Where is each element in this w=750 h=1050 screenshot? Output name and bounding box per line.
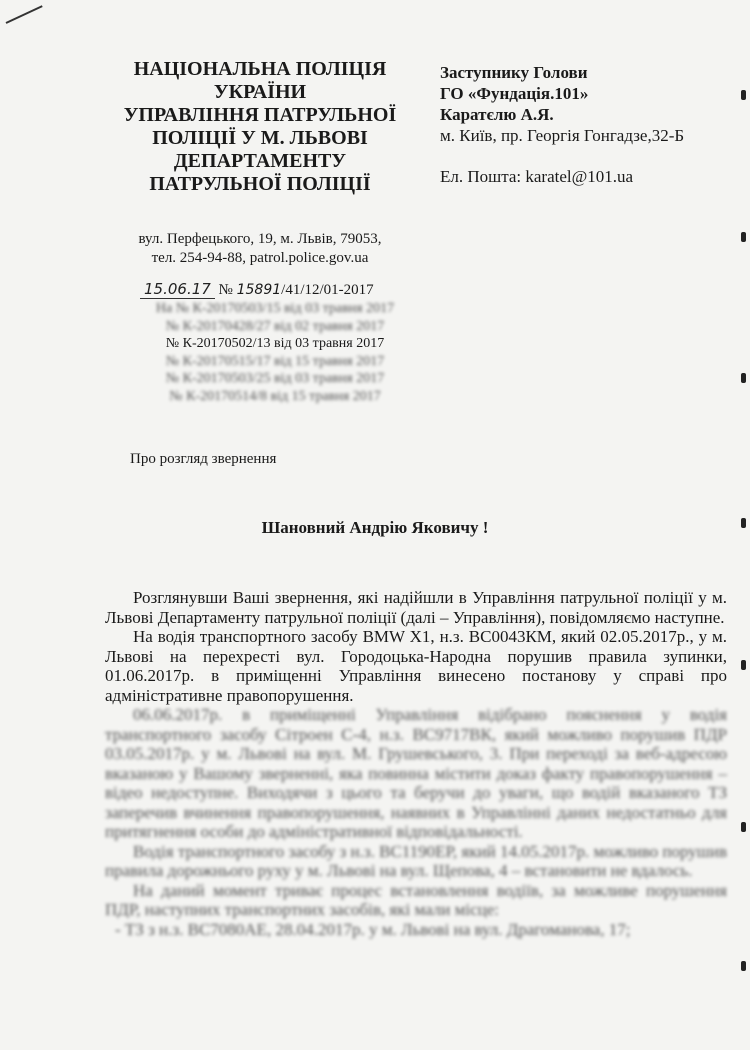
registration-date: 15.06.17: [140, 280, 215, 299]
pen-stroke: [6, 5, 43, 24]
recipient-title: Заступнику Голови: [440, 63, 588, 82]
scan-edge-mark: [741, 373, 746, 383]
contact-line: тел. 254-94-88, patrol.police.gov.ua: [151, 250, 369, 266]
scan-edge-mark: [741, 822, 746, 832]
reference-item: № К-20170428/27 від 02 травня 2017: [165, 318, 385, 334]
scan-edge-mark: [741, 660, 746, 670]
organization-address: [110, 230, 410, 268]
org-line: ПОЛІЦІЇ У М. ЛЬВОВІ: [152, 127, 368, 149]
recipient-address: м. Київ, пр. Георгія Гонгадзе,32-Б: [440, 126, 685, 145]
recipient-block: [440, 62, 740, 187]
organization-header: [110, 58, 410, 196]
scan-edge-mark: [741, 232, 746, 242]
scan-edge-mark: [741, 961, 746, 971]
scan-edge-mark: [741, 518, 746, 528]
body-paragraph-redacted: 06.06.2017р. в приміщенні Управління відібрано пояснення у водія транспортного засобу Сітроен С-4, н.з. ВС9717ВК, який можливо порушив ПДР 03.05.2017р. у м. Львові на вул. М. Грушевського, 3. При переході за веб-адресою вказаною у Вашому зверненні, яка повинна містити доказ факту правопорушення – відео недоступне. Виходячи з цього та беручи до уваги, що водій вказаного ТЗ заперечив вчинення правопорушення, наявних в Управлінні даних недостатньо для притягнення особи до адміністративної відповідальності.: [105, 705, 727, 841]
org-line: УКРАЇНИ: [213, 81, 307, 103]
registration-number: 15891: [236, 282, 282, 298]
recipient-email: Ел. Пошта: karatel@101.ua: [440, 167, 634, 186]
reference-item: № К-20170514/8 від 15 травня 2017: [169, 388, 381, 404]
org-line: УПРАВЛІННЯ ПАТРУЛЬНОЇ: [123, 104, 397, 126]
org-line: ДЕПАРТАМЕНТУ: [173, 150, 347, 172]
registration-number-suffix: /41/12/01-2017: [281, 282, 374, 298]
scan-edge-mark: [741, 90, 746, 100]
address-line: вул. Перфецького, 19, м. Львів, 79053,: [138, 231, 382, 247]
org-line: НАЦІОНАЛЬНА ПОЛІЦІЯ: [133, 58, 387, 80]
recipient-org: ГО «Фундація.101»: [440, 84, 589, 103]
reference-item: На № К-20170503/15 від 03 травня 2017: [155, 301, 395, 316]
reference-item: № К-20170502/13 від 03 травня 2017: [165, 336, 385, 351]
salutation: Шановний Андрію Яковичу !: [261, 518, 489, 537]
recipient-name: Каратєлю А.Я.: [440, 105, 554, 124]
body-paragraph: На водія транспортного засобу BMW X1, н.з. ВС0043КМ, який 02.05.2017р., у м. Львові на перехресті вул. Городоцька-Народна порушив правила зупинки, 01.06.2017р. в приміщенні Управління винесено постанову у справі про адміністративне правопорушення.: [105, 627, 727, 705]
reference-item: № К-20170503/25 від 03 травня 2017: [165, 371, 385, 386]
reference-item: № К-20170515/17 від 15 травня 2017: [165, 353, 385, 369]
body-paragraph: Розглянувши Ваші звернення, які надійшли в Управління патрульної поліції у м. Львові Департаменту патрульної поліції (далі – Управління), повідомляємо наступне.: [105, 588, 727, 627]
letter-body: [105, 588, 727, 939]
registration-line: [140, 280, 430, 299]
body-paragraph-redacted: Водія транспортного засобу з н.з. ВС1190ЕР, який 14.05.2017р. можливо порушив правила дорожнього руху у м. Львові на вул. Щепова, 4 – встановити не вдалось.: [105, 841, 727, 880]
org-line: ПАТРУЛЬНОЇ ПОЛІЦІЇ: [149, 173, 371, 195]
body-bullet-redacted: - ТЗ з н.з. ВС7080АЕ, 28.04.2017р. у м. Львові на вул. Драгоманова, 17;: [105, 920, 727, 940]
reference-list: [130, 300, 420, 405]
body-paragraph-redacted: На даний момент триває процес встановлення водіїв, за можливе порушення ПДР, наступних транспортних засобів, які мали місце:: [105, 880, 727, 919]
number-prefix: №: [218, 282, 233, 298]
subject-line: Про розгляд звернення: [130, 451, 277, 467]
